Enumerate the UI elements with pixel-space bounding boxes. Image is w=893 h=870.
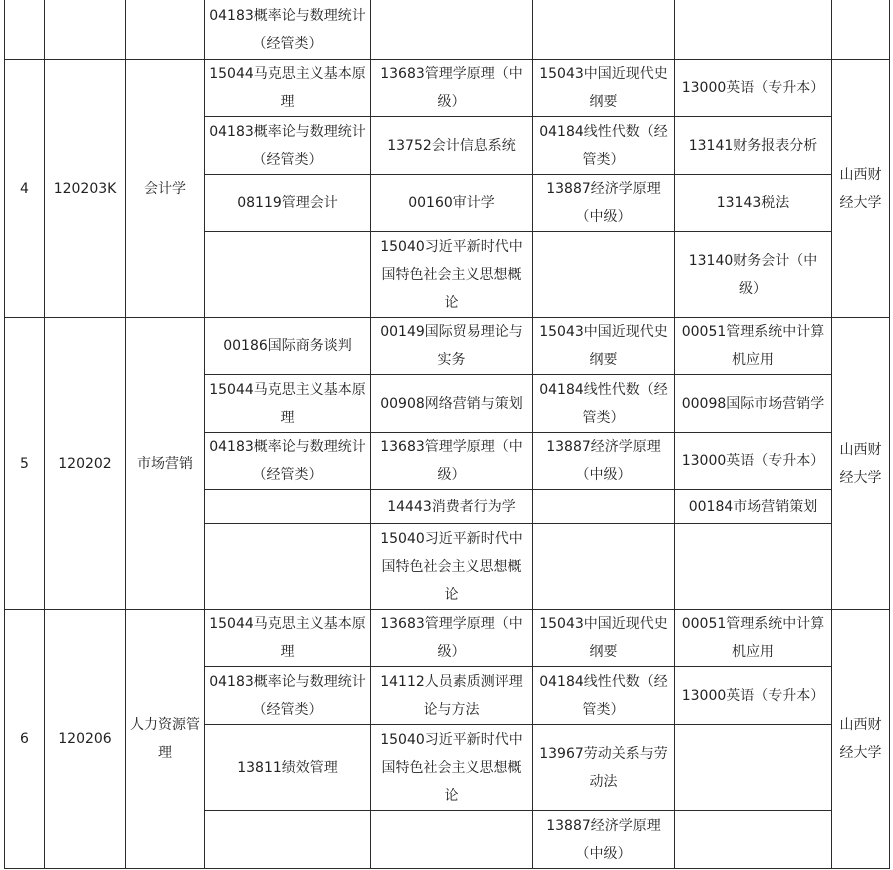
course-cell: 08119管理会计 — [205, 175, 371, 232]
major-code-cell: 120202 — [45, 318, 126, 610]
course-cell: 04184线性代数（经管类） — [533, 667, 675, 725]
major-name-cell: 人力资源管理 — [126, 610, 205, 869]
course-cell: 15044马克思主义基本原理 — [205, 375, 371, 433]
major-name-cell: 市场营销 — [126, 318, 205, 610]
course-cell — [371, 811, 533, 869]
course-cell: 14443消费者行为学 — [371, 490, 533, 524]
course-cell: 13683管理学原理（中级） — [371, 433, 533, 490]
course-cell: 00149国际贸易理论与实务 — [371, 318, 533, 375]
course-cell — [371, 0, 533, 60]
major-code-cell: 120203K — [45, 60, 126, 318]
number-cell: 4 — [5, 60, 45, 318]
school-cell: 山西财经大学 — [832, 60, 890, 318]
course-cell: 04184线性代数（经管类） — [533, 375, 675, 433]
course-cell: 13000英语（专升本） — [675, 60, 832, 117]
course-cell: 00160审计学 — [371, 175, 533, 232]
course-cell: 00051管理系统中计算机应用 — [675, 610, 832, 667]
course-cell: 15040习近平新时代中国特色社会主义思想概论 — [371, 524, 533, 610]
course-cell: 04183概率论与数理统计（经管类） — [205, 433, 371, 490]
course-cell — [675, 811, 832, 869]
exam-plan-table — [4, 0, 890, 869]
course-cell — [205, 524, 371, 610]
course-cell: 13683管理学原理（中级） — [371, 60, 533, 117]
course-cell: 13000英语（专升本） — [675, 433, 832, 490]
table-row — [5, 0, 890, 60]
course-cell — [533, 0, 675, 60]
course-cell: 13887经济学原理（中级） — [533, 811, 675, 869]
school-cell — [832, 0, 890, 60]
course-cell: 00098国际市场营销学 — [675, 375, 832, 433]
course-cell: 14112人员素质测评理论与方法 — [371, 667, 533, 725]
table-row — [5, 318, 890, 375]
number-cell: 6 — [5, 610, 45, 869]
table-body — [5, 0, 890, 869]
course-cell — [675, 725, 832, 811]
course-cell: 15043中国近现代史纲要 — [533, 60, 675, 117]
course-cell: 13141财务报表分析 — [675, 117, 832, 175]
table-row — [5, 610, 890, 667]
course-cell: 15043中国近现代史纲要 — [533, 318, 675, 375]
course-cell — [675, 524, 832, 610]
course-cell: 15044马克思主义基本原理 — [205, 610, 371, 667]
school-cell: 山西财经大学 — [832, 318, 890, 610]
course-cell: 04184线性代数（经管类） — [533, 117, 675, 175]
major-name-cell — [126, 0, 205, 60]
number-cell: 5 — [5, 318, 45, 610]
course-cell: 13752会计信息系统 — [371, 117, 533, 175]
course-cell — [533, 524, 675, 610]
school-cell: 山西财经大学 — [832, 610, 890, 869]
course-cell: 04183概率论与数理统计（经管类） — [205, 0, 371, 60]
major-name-cell: 会计学 — [126, 60, 205, 318]
major-code-cell — [45, 0, 126, 60]
course-cell: 00184市场营销策划 — [675, 490, 832, 524]
number-cell — [5, 0, 45, 60]
course-cell: 00186国际商务谈判 — [205, 318, 371, 375]
course-cell: 00051管理系统中计算机应用 — [675, 318, 832, 375]
course-cell: 04183概率论与数理统计（经管类） — [205, 667, 371, 725]
course-cell: 13143税法 — [675, 175, 832, 232]
course-cell: 15040习近平新时代中国特色社会主义思想概论 — [371, 232, 533, 318]
course-cell: 13811绩效管理 — [205, 725, 371, 811]
course-cell — [533, 232, 675, 318]
course-cell — [205, 490, 371, 524]
course-cell: 04183概率论与数理统计（经管类） — [205, 117, 371, 175]
course-cell — [675, 0, 832, 60]
course-cell: 13967劳动关系与劳动法 — [533, 725, 675, 811]
course-cell: 15044马克思主义基本原理 — [205, 60, 371, 117]
course-cell: 13000英语（专升本） — [675, 667, 832, 725]
course-cell — [205, 811, 371, 869]
major-code-cell: 120206 — [45, 610, 126, 869]
course-cell: 13887经济学原理（中级） — [533, 433, 675, 490]
course-cell: 15043中国近现代史纲要 — [533, 610, 675, 667]
course-cell — [205, 232, 371, 318]
table-row — [5, 60, 890, 117]
course-cell — [533, 490, 675, 524]
course-cell: 13683管理学原理（中级） — [371, 610, 533, 667]
course-cell: 13140财务会计（中级） — [675, 232, 832, 318]
course-cell: 00908网络营销与策划 — [371, 375, 533, 433]
course-cell: 13887经济学原理（中级） — [533, 175, 675, 232]
course-cell: 15040习近平新时代中国特色社会主义思想概论 — [371, 725, 533, 811]
